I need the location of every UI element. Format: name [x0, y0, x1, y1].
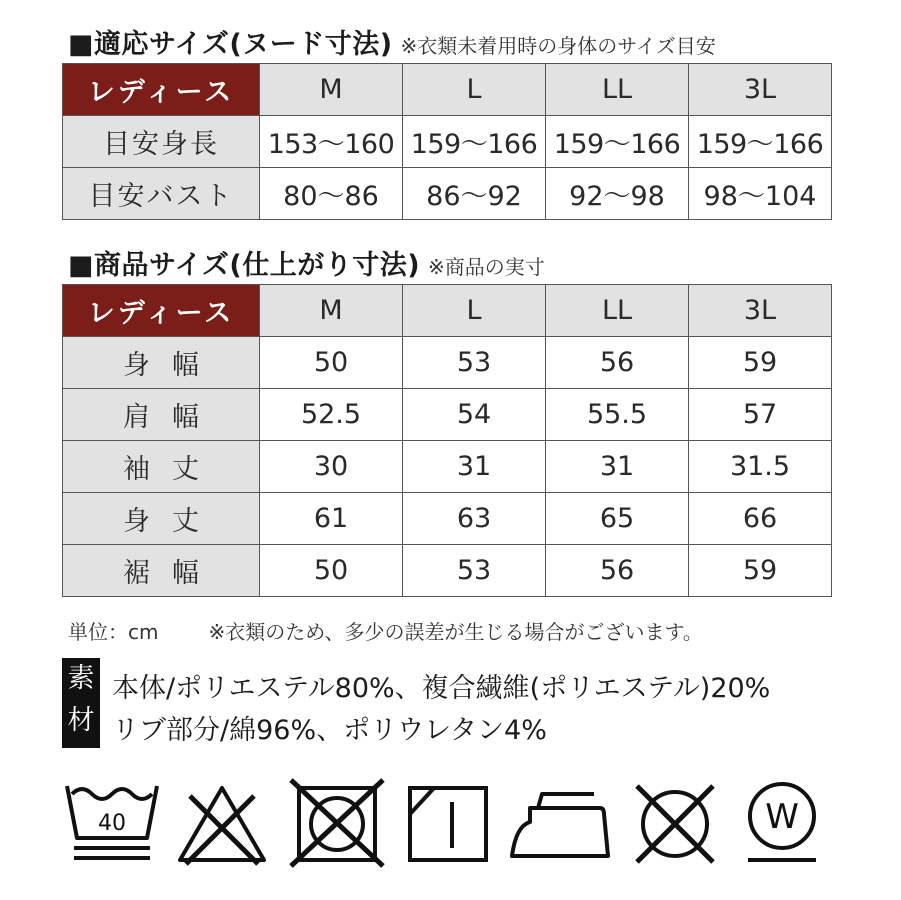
header-size-l: L: [403, 285, 546, 337]
table-cell: 65: [546, 493, 689, 545]
table-cell: 86〜92: [403, 168, 546, 220]
table-cell: 56: [546, 545, 689, 597]
table-cell: 31.5: [689, 441, 832, 493]
table-row: [63, 389, 832, 441]
wet-clean-icon: [740, 778, 830, 868]
section1-title-text: ■適応サイズ(ヌード寸法): [68, 29, 393, 60]
table-row: [63, 116, 832, 168]
unit-note: 単位：cm: [68, 620, 159, 644]
section1-title: [68, 22, 716, 61]
table-cell: 159〜166: [546, 116, 689, 168]
table-cell: 30: [260, 441, 403, 493]
no-bleach-icon: [172, 778, 272, 868]
row-label-bust: 目安バスト: [63, 168, 260, 220]
row-label-shoulder-width: 肩幅: [63, 389, 260, 441]
section2-title: [68, 243, 545, 282]
header-size-ll: LL: [546, 285, 689, 337]
table-cell: 59: [689, 545, 832, 597]
row-label-sleeve-length: 袖丈: [63, 441, 260, 493]
product-size-table: [62, 284, 832, 597]
table-cell: 153〜160: [260, 116, 403, 168]
table-cell: 52.5: [260, 389, 403, 441]
wet-clean-letter: W: [765, 797, 799, 837]
table-cell: 56: [546, 337, 689, 389]
section2-note: ※商品の実寸: [428, 255, 545, 279]
table-cell: 159〜166: [403, 116, 546, 168]
table-header-row: [63, 285, 832, 337]
header-ladies: レディース: [63, 285, 260, 337]
table-cell: 98〜104: [689, 168, 832, 220]
table-cell: 57: [689, 389, 832, 441]
material-line-rib: リブ部分/綿96%、ポリウレタン4%: [112, 715, 547, 746]
line-dry-shade-icon: [400, 778, 500, 868]
table-cell: 53: [403, 545, 546, 597]
row-label-hem-width: 裾幅: [63, 545, 260, 597]
iron-icon: [508, 778, 618, 868]
table-row: [63, 493, 832, 545]
header-size-3l: 3L: [689, 285, 832, 337]
no-tumble-dry-icon: [287, 778, 387, 868]
table-header-row: [63, 64, 832, 116]
table-row: [63, 337, 832, 389]
table-cell: 54: [403, 389, 546, 441]
material-label-box: [62, 658, 100, 748]
table-row: [63, 441, 832, 493]
row-label-body-width: 身幅: [63, 337, 260, 389]
table-cell: 66: [689, 493, 832, 545]
table-cell: 80〜86: [260, 168, 403, 220]
table-row: [63, 545, 832, 597]
section1-note: ※衣類未着用時の身体のサイズ目安: [400, 34, 716, 58]
material-label-top: 素: [67, 663, 95, 694]
table-cell: 53: [403, 337, 546, 389]
header-ladies: レディース: [63, 64, 260, 116]
table-cell: 92〜98: [546, 168, 689, 220]
table-cell: 31: [403, 441, 546, 493]
tolerance-note: ※衣類のため、多少の誤差が生じる場合がございます。: [208, 620, 703, 644]
header-size-3l: 3L: [689, 64, 832, 116]
table-row: [63, 168, 832, 220]
table-cell: 50: [260, 337, 403, 389]
no-dry-clean-icon: [625, 778, 725, 868]
footnote: [68, 616, 703, 645]
table-cell: 31: [546, 441, 689, 493]
header-size-m: M: [260, 64, 403, 116]
table-cell: 159〜166: [689, 116, 832, 168]
material-line-body: 本体/ポリエステル80%、複合繊維(ポリエステル)20%: [112, 673, 771, 704]
header-size-ll: LL: [546, 64, 689, 116]
wash-temp-text: 40: [98, 811, 126, 836]
table-cell: 55.5: [546, 389, 689, 441]
row-label-height: 目安身長: [63, 116, 260, 168]
section2-title-text: ■商品サイズ(仕上がり寸法): [68, 250, 421, 281]
header-size-l: L: [403, 64, 546, 116]
material-label-bottom: 材: [67, 705, 95, 736]
table-cell: 63: [403, 493, 546, 545]
row-label-body-length: 身丈: [63, 493, 260, 545]
header-size-m: M: [260, 285, 403, 337]
table-cell: 50: [260, 545, 403, 597]
wash-tub-40-icon: [62, 778, 162, 868]
table-cell: 61: [260, 493, 403, 545]
table-cell: 59: [689, 337, 832, 389]
nude-size-table: [62, 63, 832, 220]
